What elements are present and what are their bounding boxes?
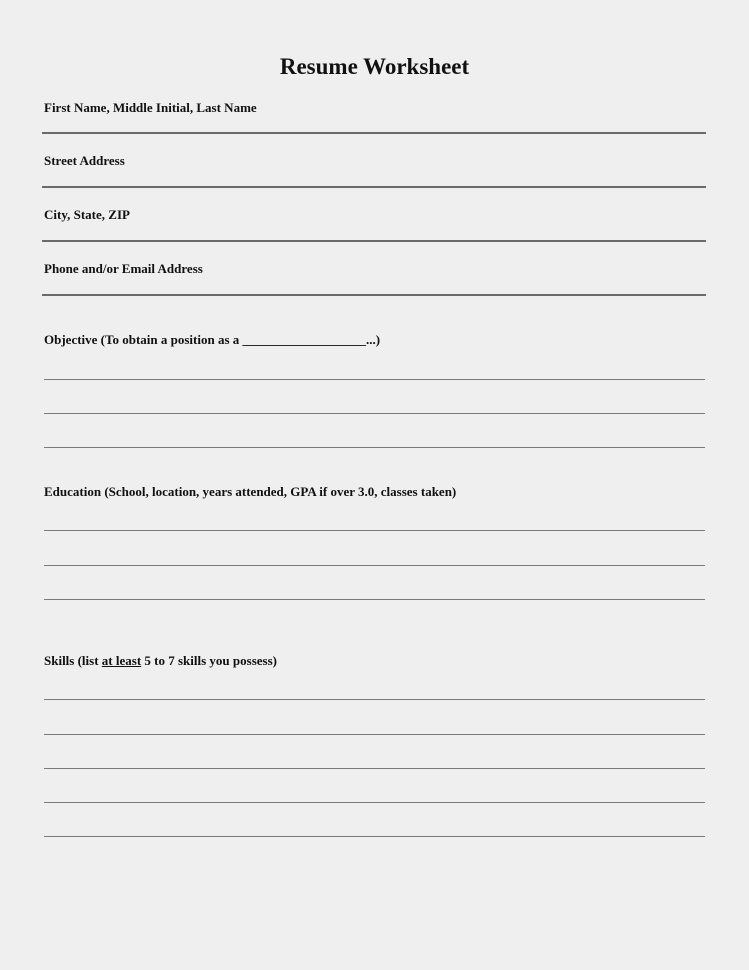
- city-field-line[interactable]: [42, 240, 706, 242]
- education-line[interactable]: [44, 530, 705, 531]
- contact-field-label: Phone and/or Email Address: [44, 261, 203, 276]
- objective-line[interactable]: [44, 379, 705, 380]
- education-line[interactable]: [44, 565, 705, 566]
- education-line[interactable]: [44, 599, 705, 600]
- street-field-line[interactable]: [42, 186, 706, 188]
- skills-label-suffix: 5 to 7 skills you possess): [141, 653, 277, 668]
- skills-label: [44, 653, 277, 669]
- skills-line[interactable]: [44, 734, 705, 735]
- skills-line[interactable]: [44, 802, 705, 803]
- name-field-label: First Name, Middle Initial, Last Name: [44, 100, 257, 115]
- skills-label-emphasis: at least: [101, 653, 142, 668]
- education-label: Education (School, location, years attended, GPA if over 3.0, classes taken): [44, 484, 457, 499]
- skills-line[interactable]: [44, 699, 705, 700]
- skills-label-prefix: Skills (list: [44, 653, 102, 668]
- contact-field-line[interactable]: [42, 294, 706, 296]
- objective-line[interactable]: [44, 413, 705, 414]
- objective-label: Objective (To obtain a position as a ___________________...): [44, 332, 381, 347]
- city-field-label: City, State, ZIP: [44, 207, 130, 222]
- skills-line[interactable]: [44, 768, 705, 769]
- page-title: Resume Worksheet: [279, 54, 470, 79]
- name-field-line[interactable]: [42, 132, 706, 134]
- objective-line[interactable]: [44, 447, 705, 448]
- street-field-label: Street Address: [44, 153, 125, 168]
- skills-line[interactable]: [44, 836, 705, 837]
